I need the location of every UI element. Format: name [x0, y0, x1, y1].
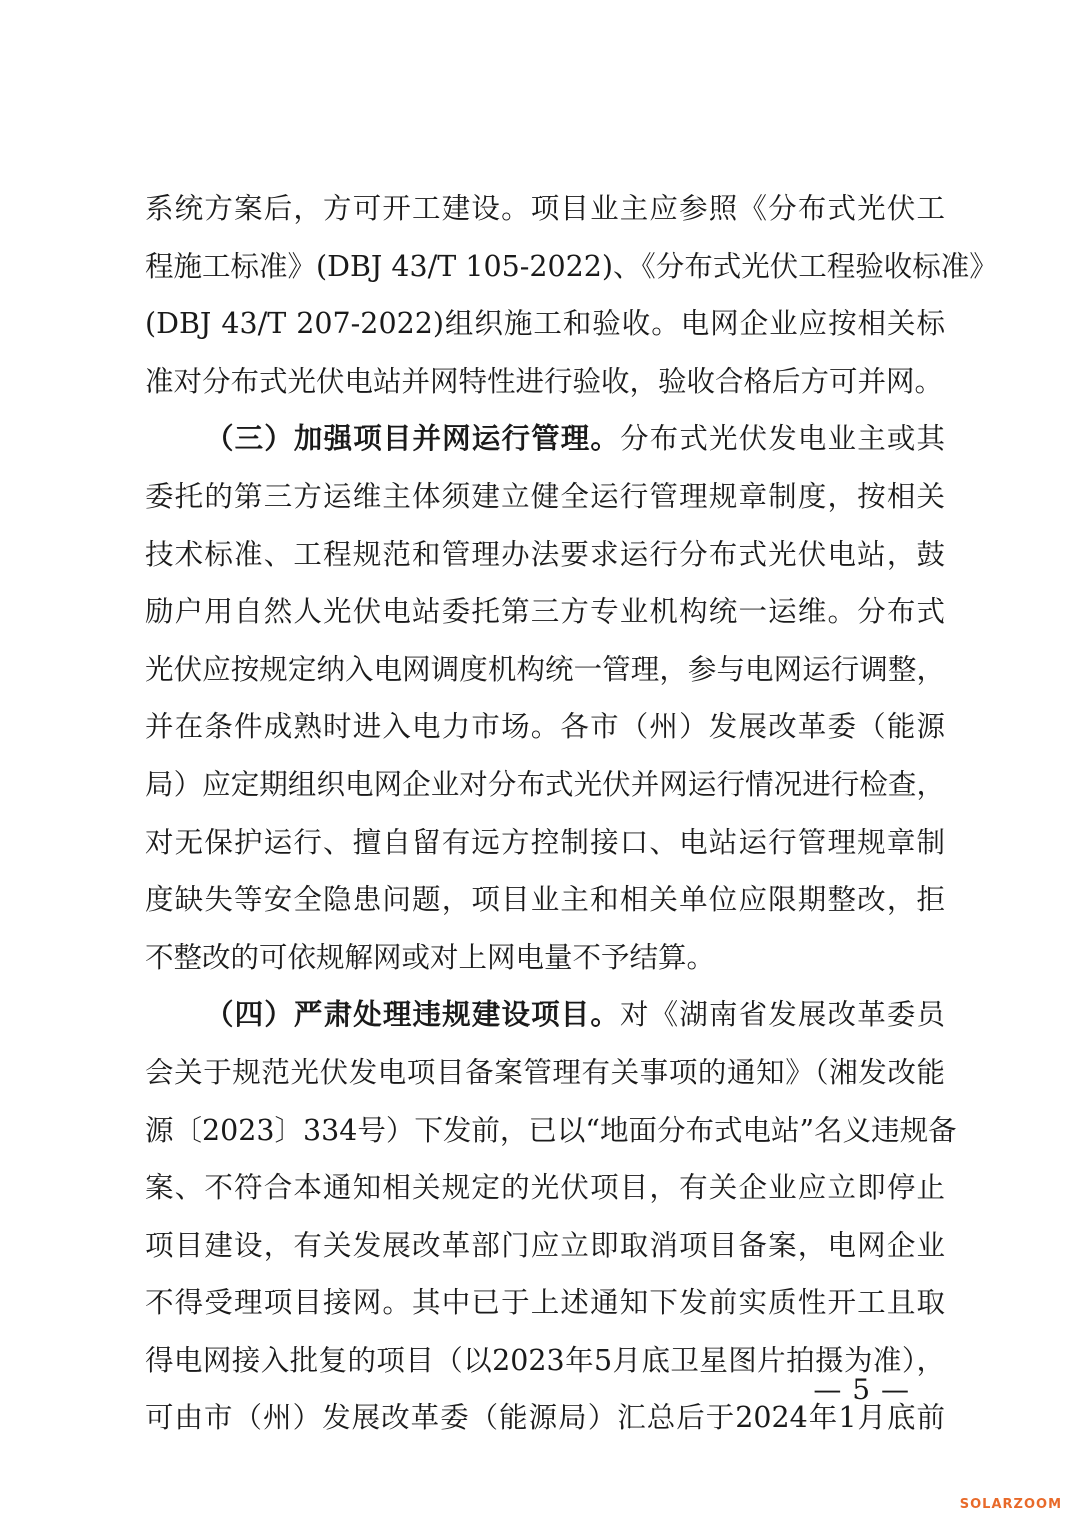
text-line: 委托的第三方运维主体须建立健全运行管理规章制度，按相关: [145, 479, 945, 513]
paragraph-1: [145, 180, 998, 410]
text-line: [145, 986, 945, 1044]
text-line: 可由市（州）发展改革委（能源局）汇总后于2024年1月底前: [145, 1401, 945, 1435]
paragraph-2: [145, 410, 945, 986]
text-line: 技术标准、工程规范和管理办法要求运行分布式光伏电站，鼓: [145, 537, 945, 571]
text-line: 励户用自然人光伏电站委托第三方专业机构统一运维。分布式: [145, 595, 945, 629]
text-line: 程施工标准》(DBJ 43/T 105-2022)、《分布式光伏工程验收标准》: [145, 249, 998, 283]
text-line: 对无保护运行、擅自留有远方控制接口、电站运行管理规章制: [145, 825, 945, 859]
text-line: 不整改的可依规解网或对上网电量不予结算。: [145, 940, 716, 974]
text-line: 源〔2023〕334号）下发前，已以“地面分布式电站”名义违规备: [145, 1113, 957, 1147]
text-fragment: 分布式光伏发电业主或其: [620, 422, 945, 456]
text-line: 项目建设，有关发展改革部门应立即取消项目备案，电网企业: [145, 1228, 945, 1262]
text-line: 局）应定期组织电网企业对分布式光伏并网运行情况进行检查，: [145, 767, 945, 801]
text-line: 不得受理项目接网。其中已于上述通知下发前实质性开工且取: [145, 1286, 945, 1320]
text-line: 会关于规范光伏发电项目备案管理有关事项的通知》（湘发改能: [145, 1055, 945, 1089]
text-line: 并在条件成熟时进入电力市场。各市（州）发展改革委（能源: [145, 710, 945, 744]
watermark-logo: SOLARZOOM: [959, 1497, 1062, 1512]
section-heading: （四）严肃处理违规建设项目。: [205, 997, 621, 1032]
text-line: 光伏应按规定纳入电网调度机构统一管理，参与电网运行调整，: [145, 652, 945, 686]
text-line: 系统方案后，方可开工建设。项目业主应参照《分布式光伏工: [145, 192, 945, 225]
text-line: 得电网接入批复的项目（以2023年5月底卫星图片拍摄为准），: [145, 1343, 945, 1377]
section-heading: （三）加强项目并网运行管理。: [205, 421, 621, 456]
text-line: 案、不符合本通知相关规定的光伏项目，有关企业应立即停止: [145, 1171, 945, 1205]
text-line: 度缺失等安全隐患问题，项目业主和相关单位应限期整改，拒: [145, 883, 945, 917]
text-fragment: 对《湖南省发展改革委员: [620, 998, 945, 1032]
document-body: [145, 180, 998, 1447]
text-line: (DBJ 43/T 207-2022)组织施工和验收。电网企业应按相关标: [145, 307, 945, 341]
text-line: 准对分布式光伏电站并网特性进行验收，验收合格后方可并网。: [145, 364, 944, 398]
page-number: — 5 —: [813, 1373, 910, 1406]
text-line: [145, 410, 945, 468]
